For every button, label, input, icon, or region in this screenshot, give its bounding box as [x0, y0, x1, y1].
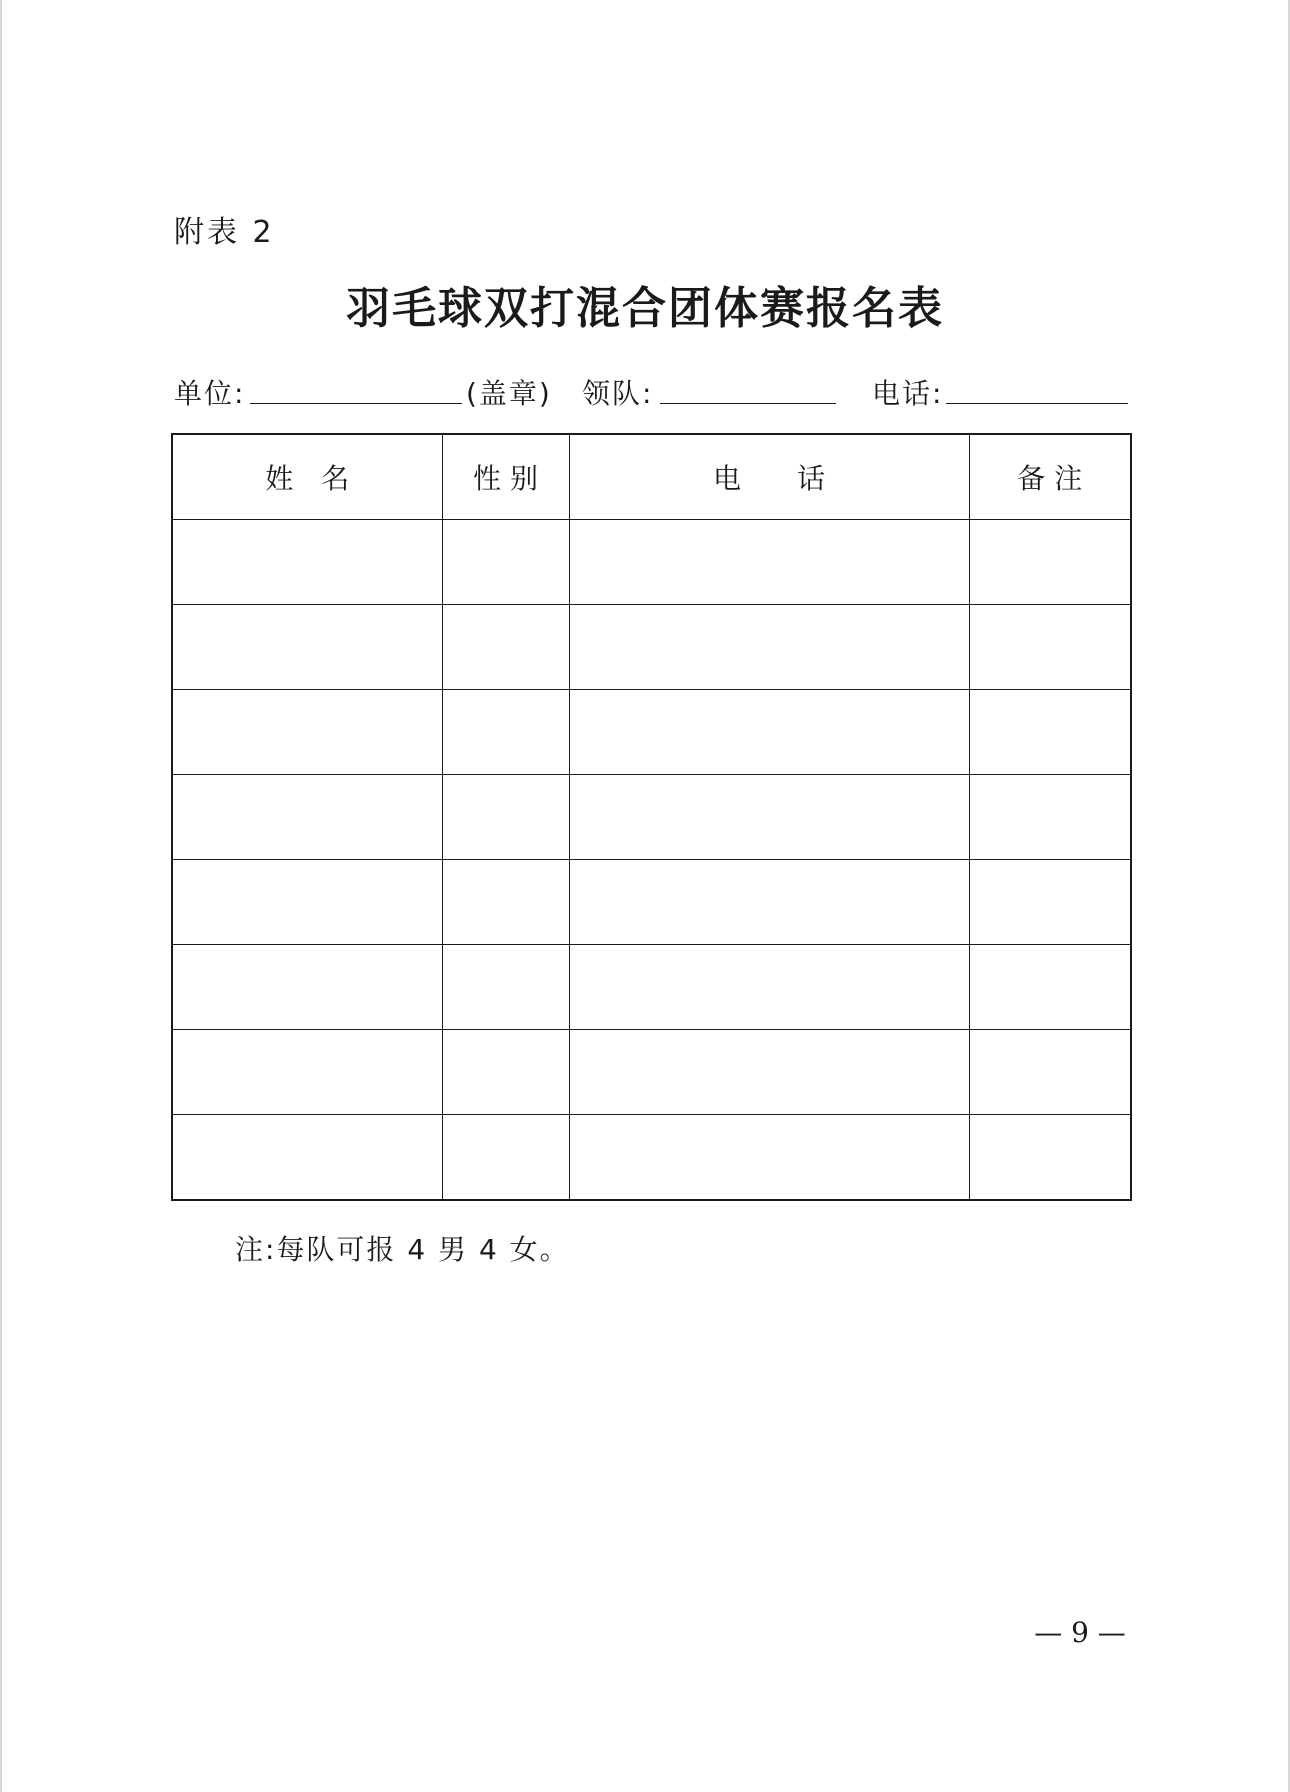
cell-gender[interactable] — [442, 690, 569, 775]
header-gender: 性 别 — [442, 434, 569, 520]
cell-name[interactable] — [172, 1115, 442, 1201]
cell-phone[interactable] — [569, 690, 969, 775]
cell-name[interactable] — [172, 1030, 442, 1115]
cell-remarks[interactable] — [969, 860, 1131, 945]
seal-label: (盖章) — [466, 377, 552, 410]
cell-gender[interactable] — [442, 860, 569, 945]
table-row — [172, 1030, 1131, 1115]
page-number: — 9 — — [1034, 1616, 1126, 1649]
cell-phone[interactable] — [569, 1115, 969, 1201]
table-row — [172, 860, 1131, 945]
cell-remarks[interactable] — [969, 775, 1131, 860]
header-remarks: 备 注 — [969, 434, 1131, 520]
phone-blank[interactable] — [946, 403, 1128, 404]
phone-label: 电话: — [872, 377, 944, 410]
cell-remarks[interactable] — [969, 1115, 1131, 1201]
cell-remarks[interactable] — [969, 945, 1131, 1030]
leader-label: 领队: — [582, 377, 654, 410]
cell-phone[interactable] — [569, 945, 969, 1030]
cell-gender[interactable] — [442, 605, 569, 690]
cell-name[interactable] — [172, 860, 442, 945]
page-edge-left — [0, 0, 2, 1792]
cell-name[interactable] — [172, 945, 442, 1030]
cell-gender[interactable] — [442, 520, 569, 605]
table-row — [172, 690, 1131, 775]
cell-phone[interactable] — [569, 605, 969, 690]
unit-blank[interactable] — [250, 403, 462, 404]
page-title: 羽毛球双打混合团体赛报名表 — [346, 283, 944, 334]
cell-remarks[interactable] — [969, 520, 1131, 605]
table-row — [172, 945, 1131, 1030]
cell-name[interactable] — [172, 605, 442, 690]
cell-name[interactable] — [172, 690, 442, 775]
table-row — [172, 605, 1131, 690]
cell-gender[interactable] — [442, 1115, 569, 1201]
footnote: 注:每队可报 4 男 4 女。 — [235, 1233, 570, 1266]
cell-gender[interactable] — [442, 945, 569, 1030]
header-name: 姓 名 — [172, 434, 442, 520]
table-header-row — [172, 434, 1131, 520]
cell-gender[interactable] — [442, 1030, 569, 1115]
header-phone: 电 话 — [569, 434, 969, 520]
cell-phone[interactable] — [569, 520, 969, 605]
cell-name[interactable] — [172, 520, 442, 605]
cell-phone[interactable] — [569, 1030, 969, 1115]
table-row — [172, 1115, 1131, 1201]
leader-blank[interactable] — [660, 403, 836, 404]
unit-label: 单位: — [174, 377, 246, 410]
appendix-label: 附表 2 — [174, 215, 275, 250]
cell-remarks[interactable] — [969, 605, 1131, 690]
table-row — [172, 775, 1131, 860]
cell-phone[interactable] — [569, 860, 969, 945]
cell-remarks[interactable] — [969, 690, 1131, 775]
cell-gender[interactable] — [442, 775, 569, 860]
cell-phone[interactable] — [569, 775, 969, 860]
registration-table — [171, 433, 1132, 1201]
table-row — [172, 520, 1131, 605]
header-fields — [174, 372, 1129, 412]
cell-name[interactable] — [172, 775, 442, 860]
cell-remarks[interactable] — [969, 1030, 1131, 1115]
